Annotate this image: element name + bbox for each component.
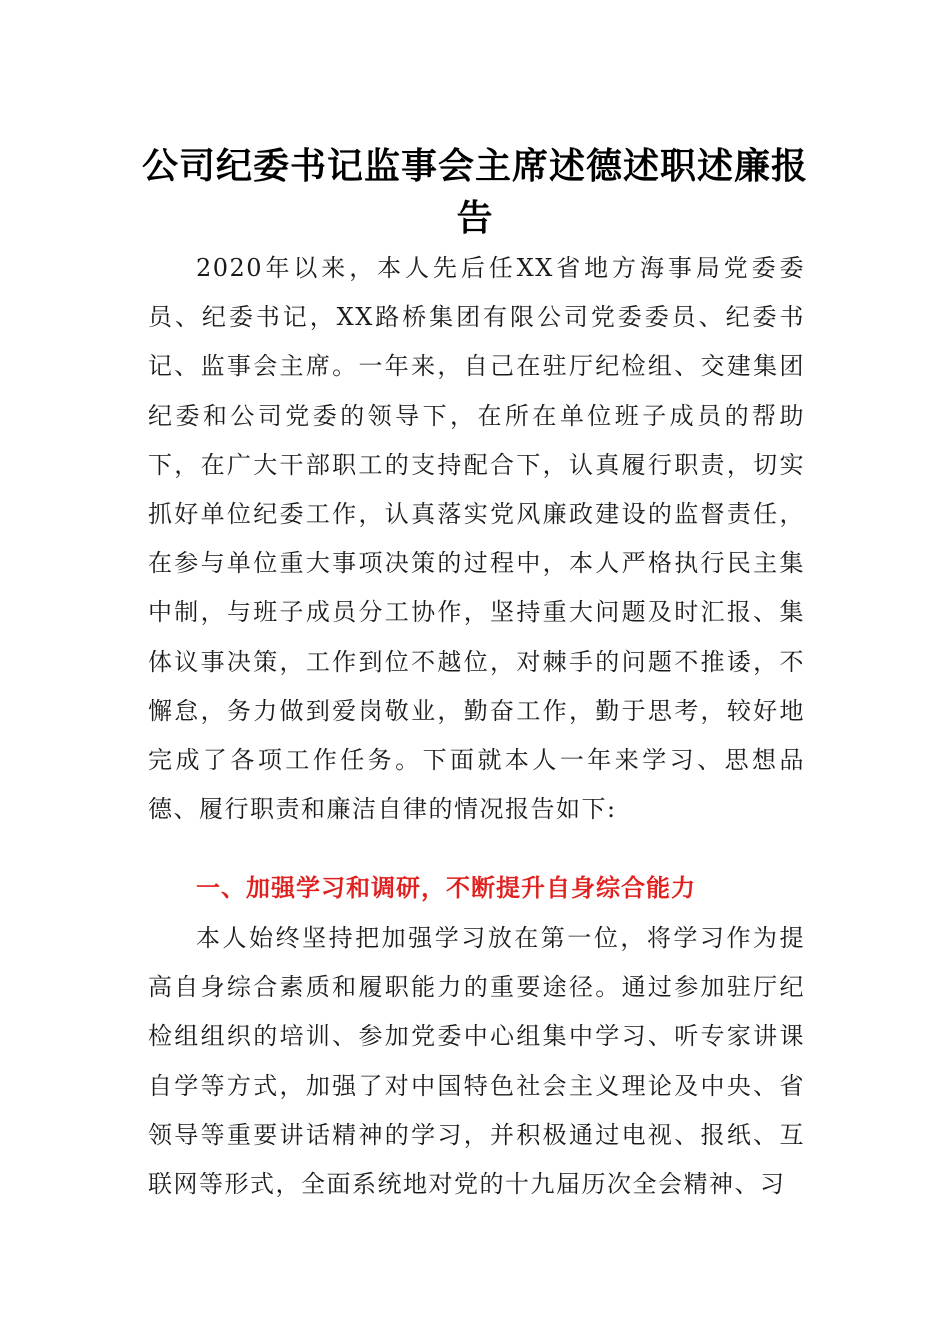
paragraph-study: 本人始终坚持把加强学习放在第一位，将学习作为提高自身综合素质和履职能力的重要途径。通过参加驻厅纪检组组织的培训、参加党委中心组集中学习、听专家讲课自学等方式，加强了对中国特色社会主义理论及中央、省领导等重要讲话精神的学习，并积极通过电视、报纸、互联网等形式，全面系统地对党的十九届历次全会精神、习	[148, 924, 805, 1199]
section-heading-1: 一、加强学习和调研，不断提升自身综合能力	[196, 874, 696, 902]
paragraph-intro: 2020年以来，本人先后任XX省地方海事局党委委员、纪委书记，XX路桥集团有限公司党委委员、纪委书记、监事会主席。一年来，自己在驻厅纪检组、交建集团纪委和公司党委的领导下，在所在单位班子成员的帮助下，在广大干部职工的支持配合下，认真履行职责，切实抓好单位纪委工作，认真落实党风廉政建设的监督责任，在参与单位重大事项决策的过程中，本人严格执行民主集中制，与班子成员分工协作，坚持重大问题及时汇报、集体议事决策，工作到位不越位，对棘手的问题不推诿，不懈怠，务力做到爱岗敬业，勤奋工作，勤于思考，较好地完成了各项工作任务。下面就本人一年来学习、思想品德、履行职责和廉洁自律的情况报告如下:	[148, 254, 805, 824]
document-title: 公司纪委书记监事会主席述德述职述廉报告	[141, 145, 808, 239]
